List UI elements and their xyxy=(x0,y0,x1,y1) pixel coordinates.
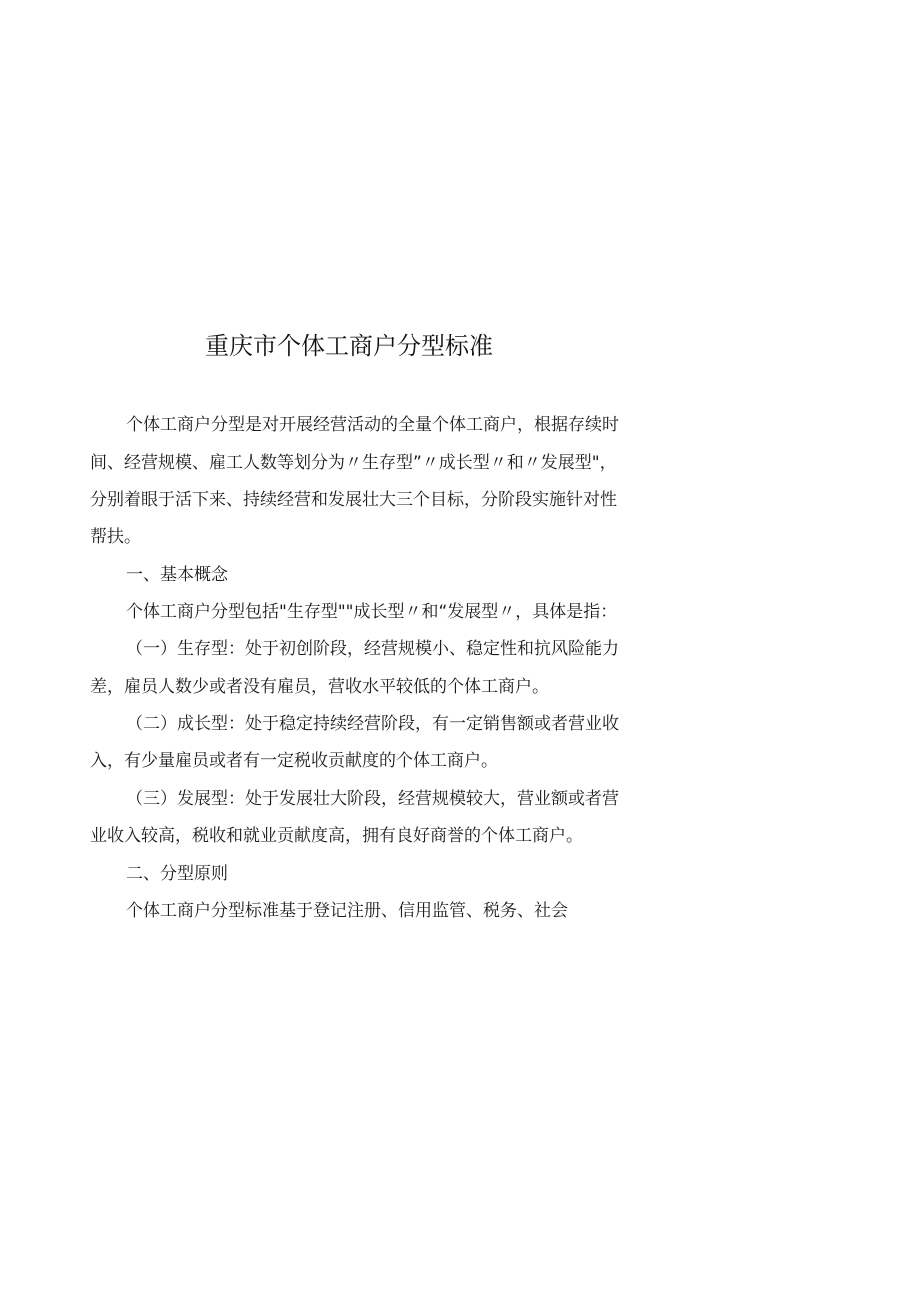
section2-heading: 二、分型原则 xyxy=(126,864,228,884)
intro-line-1: 个体工商户分型是对开展经营活动的全量个体工商户，根据存续时 xyxy=(126,415,619,435)
intro-line-2: 间、经营规模、雇工人数等划分为〃生存型”〃成长型〃和〃发展型"， xyxy=(90,453,617,473)
item1-line-1: （一）生存型：处于初创阶段，经营规模小、稳定性和抗风险能力 xyxy=(126,639,619,659)
intro-line-4: 帮扶。 xyxy=(90,527,141,547)
intro-line-3: 分别着眼于活下来、持续经营和发展壮大三个目标，分阶段实施针对性 xyxy=(90,490,617,510)
document-title: 重庆市个体工商户分型标准 xyxy=(205,332,493,360)
item3-line-2: 业收入较高，税收和就业贡献度高，拥有良好商誉的个体工商户。 xyxy=(90,826,583,846)
section1-heading: 一、基本概念 xyxy=(126,565,228,585)
item2-line-1: （二）成长型：处于稳定持续经营阶段，有一定销售额或者营业收 xyxy=(126,714,619,734)
item1-line-2: 差，雇员人数少或者没有雇员，营收水平较低的个体工商户。 xyxy=(90,677,549,697)
section2-line-1: 个体工商户分型标准基于登记注册、信用监管、税务、社会 xyxy=(126,901,568,921)
item3-line-1: （三）发展型：处于发展壮大阶段，经营规模较大，营业额或者营 xyxy=(126,789,619,809)
section1-definition: 个体工商户分型包括"生存型""成长型〃和“发展型〃，具体是指： xyxy=(126,602,618,622)
item2-line-2: 入，有少量雇员或者有一定税收贡献度的个体工商户。 xyxy=(90,751,498,771)
